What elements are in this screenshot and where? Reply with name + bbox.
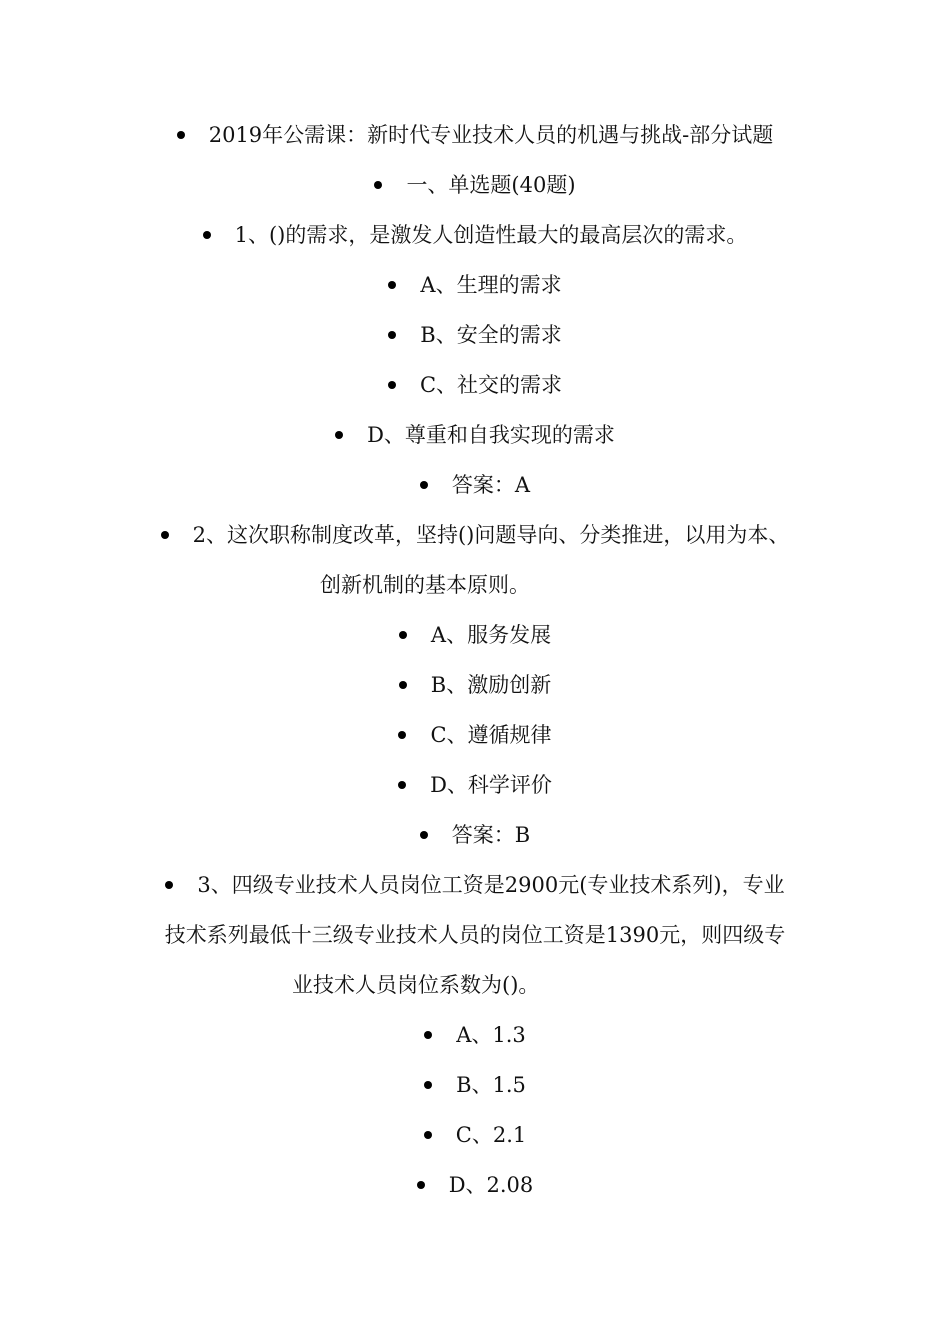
- option-text: D、2.08: [448, 1173, 534, 1197]
- bullet-icon: [165, 881, 173, 889]
- bullet-icon: [374, 181, 382, 189]
- question-text: 业技术人员岗位系数为()。: [292, 973, 540, 997]
- bullet-icon: [203, 231, 211, 239]
- bullet-icon: [424, 1131, 432, 1139]
- bullet-icon: [177, 131, 185, 139]
- question-3-stem-continuation: [0, 970, 950, 1000]
- question-3-option-c: [0, 1120, 950, 1150]
- answer-text: 答案：A: [451, 473, 531, 497]
- question-text: 创新机制的基本原则。: [320, 573, 530, 597]
- question-1-option-d: [0, 420, 950, 450]
- bullet-icon: [424, 1031, 432, 1039]
- option-text: B、1.5: [456, 1073, 526, 1097]
- question-2-option-b: [0, 670, 950, 700]
- bullet-icon: [399, 631, 407, 639]
- question-2-option-d: [0, 770, 950, 800]
- option-text: B、激励创新: [430, 673, 552, 697]
- bullet-icon: [420, 831, 428, 839]
- bullet-icon: [398, 731, 406, 739]
- question-2-option-c: [0, 720, 950, 750]
- question-3-option-d: [0, 1170, 950, 1200]
- option-text: A、生理的需求: [420, 273, 562, 297]
- question-2-stem: [0, 520, 950, 550]
- question-3-stem-continuation: [0, 920, 950, 950]
- bullet-icon: [335, 431, 343, 439]
- question-text: 3、四级专业技术人员岗位工资是2900元(专业技术系列)，专业: [197, 873, 785, 897]
- section-heading: 一、单选题(40题): [406, 173, 576, 197]
- list-item: [0, 170, 950, 200]
- option-text: C、社交的需求: [419, 373, 563, 397]
- question-3-stem: [0, 870, 950, 900]
- question-1-answer: [0, 470, 950, 500]
- option-text: D、科学评价: [430, 773, 552, 797]
- bullet-icon: [417, 1181, 425, 1189]
- list-item: [0, 120, 950, 150]
- bullet-icon: [399, 681, 407, 689]
- question-text: 1、()的需求，是激发人创造性最大的最高层次的需求。: [234, 223, 748, 247]
- bullet-icon: [424, 1081, 432, 1089]
- document-title: 2019年公需课：新时代专业技术人员的机遇与挑战-部分试题: [208, 123, 774, 147]
- bullet-icon: [388, 381, 396, 389]
- question-1-option-b: [0, 320, 950, 350]
- option-text: B、安全的需求: [420, 323, 562, 347]
- question-text: 2、这次职称制度改革，坚持()问题导向、分类推进，以用为本、: [192, 523, 790, 547]
- bullet-icon: [420, 481, 428, 489]
- question-text: 技术系列最低十三级专业技术人员的岗位工资是1390元，则四级专: [164, 923, 786, 947]
- answer-text: 答案：B: [451, 823, 531, 847]
- question-2-stem-continuation: [0, 570, 950, 600]
- question-1-option-c: [0, 370, 950, 400]
- option-text: C、2.1: [455, 1123, 527, 1147]
- question-1-option-a: [0, 270, 950, 300]
- question-3-option-a: [0, 1020, 950, 1050]
- option-text: D、尊重和自我实现的需求: [367, 423, 615, 447]
- bullet-icon: [161, 531, 169, 539]
- bullet-icon: [398, 781, 406, 789]
- bullet-icon: [388, 281, 396, 289]
- option-text: C、遵循规律: [430, 723, 552, 747]
- question-3-option-b: [0, 1070, 950, 1100]
- question-2-option-a: [0, 620, 950, 650]
- question-2-answer: [0, 820, 950, 850]
- option-text: A、服务发展: [430, 623, 552, 647]
- bullet-icon: [388, 331, 396, 339]
- option-text: A、1.3: [456, 1023, 526, 1047]
- question-1-stem: [0, 220, 950, 250]
